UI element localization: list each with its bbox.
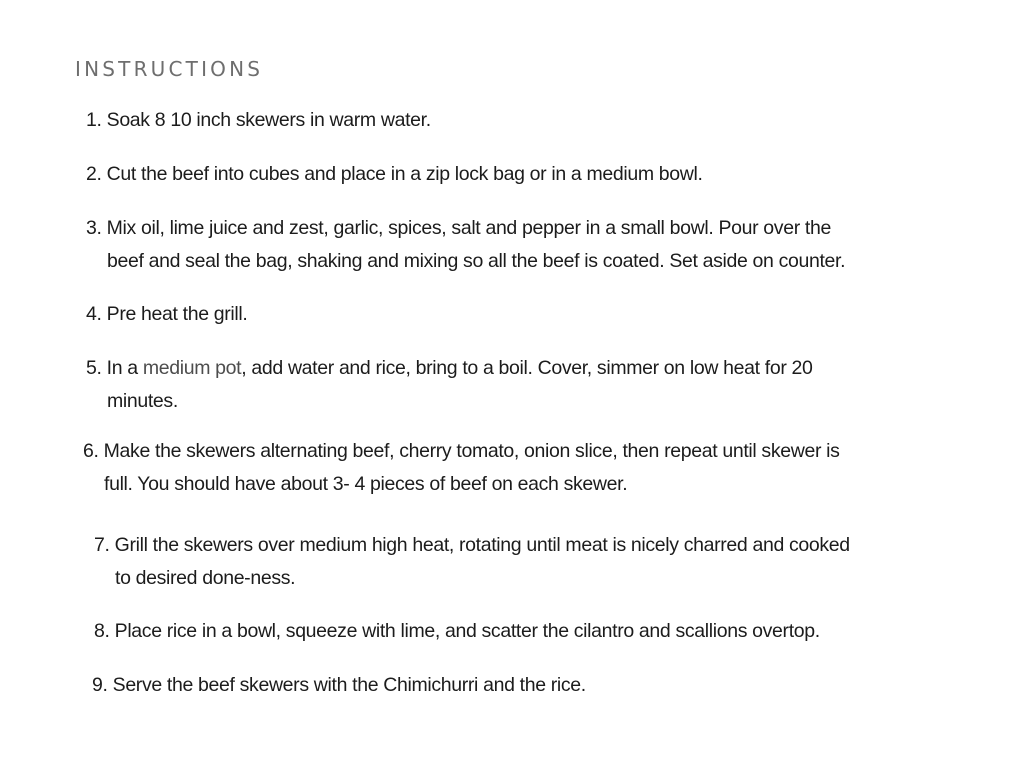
step-text: Mix oil, lime juice and zest, garlic, spices, salt and pepper in a small bowl. Pour over the [106, 217, 831, 239]
step-text: Pre heat the grill. [106, 303, 248, 325]
step-text: Soak 8 10 inch skewers in warm water. [106, 109, 431, 131]
section-heading: INSTRUCTIONS [75, 57, 264, 81]
step-number: 1. [86, 109, 102, 131]
instruction-step-7 [94, 529, 850, 595]
instruction-step-8 [94, 615, 820, 648]
instruction-step-3 [86, 212, 845, 278]
step-number: 6. [83, 440, 99, 462]
step-text: Cut the beef into cubes and place in a zip lock bag or in a medium bowl. [106, 163, 703, 185]
step-text-continued: to desired done-ness. [115, 567, 296, 589]
instruction-step-2 [86, 158, 703, 191]
step-text-end: , add water and rice, bring to a boil. Cover, simmer on low heat for 20 [241, 357, 813, 379]
step-text: Grill the skewers over medium high heat, rotating until meat is nicely charred and cooked [114, 534, 850, 556]
step-number: 9. [92, 674, 108, 696]
medium-pot-link[interactable]: medium pot [142, 357, 242, 379]
step-text-continued: minutes. [107, 390, 178, 412]
step-text-continued: full. You should have about 3- 4 pieces of beef on each skewer. [104, 473, 628, 495]
step-number: 7. [94, 534, 110, 556]
step-text: Place rice in a bowl, squeeze with lime, and scatter the cilantro and scallions overtop. [114, 620, 820, 642]
instruction-step-5 [86, 352, 813, 418]
instruction-step-6 [83, 435, 840, 501]
step-text: Make the skewers alternating beef, cherry tomato, onion slice, then repeat until skewer is [103, 440, 840, 462]
instruction-step-1 [86, 104, 431, 137]
step-text-start: In a [106, 357, 143, 379]
instruction-step-4 [86, 298, 247, 331]
step-number: 8. [94, 620, 110, 642]
step-number: 2. [86, 163, 102, 185]
step-text: Serve the beef skewers with the Chimichurri and the rice. [112, 674, 586, 696]
step-number: 4. [86, 303, 102, 325]
step-number: 5. [86, 357, 102, 379]
instruction-step-9 [92, 669, 586, 702]
step-text-continued: beef and seal the bag, shaking and mixing so all the beef is coated. Set aside on counter. [107, 250, 846, 272]
step-number: 3. [86, 217, 102, 239]
